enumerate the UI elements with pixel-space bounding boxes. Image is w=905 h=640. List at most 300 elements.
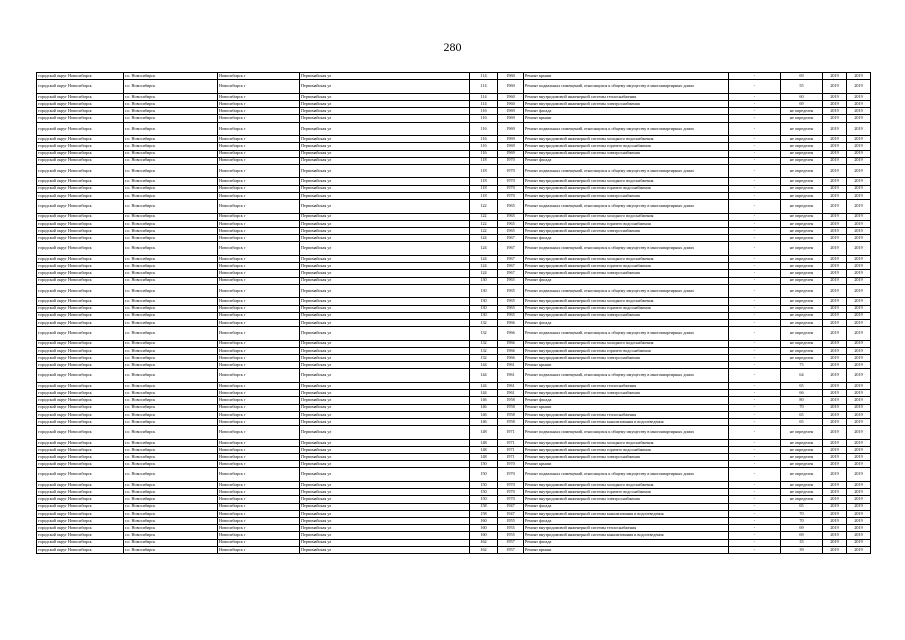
table-row [37, 150, 871, 157]
city-cell: Новосибирск г [218, 185, 300, 192]
street-cell: Первомайская ул [300, 461, 470, 468]
municipality-cell: городской округ Новосибирск [37, 200, 124, 214]
dash-cell: - [729, 284, 781, 298]
build-year-cell: 1971 [498, 454, 524, 461]
build-year-cell: 1960 [498, 100, 524, 107]
work-type-cell: Ремонт крыши [524, 404, 729, 411]
street-cell: Первомайская ул [300, 482, 470, 489]
district-cell: г.о. Новосибирск [124, 108, 218, 115]
street-cell: Первомайская ул [300, 397, 470, 404]
municipality-cell: городской округ Новосибирск [37, 284, 124, 298]
work-type-cell: Ремонт внутридомовой инженерной системы электроснабжения [524, 100, 729, 107]
city-cell: Новосибирск г [218, 312, 300, 319]
cost-cell: не определен [781, 263, 823, 270]
city-cell: Новосибирск г [218, 532, 300, 539]
cost-cell: не определен [781, 108, 823, 115]
district-cell: г.о. Новосибирск [124, 411, 218, 418]
municipality-cell: городской округ Новосибирск [37, 277, 124, 284]
city-cell: Новосибирск г [218, 220, 300, 227]
cost-cell: не определен [781, 122, 823, 136]
build-year-cell: 1965 [498, 305, 524, 312]
dash-cell: - [729, 340, 781, 347]
cost-cell: не определен [781, 200, 823, 214]
build-year-cell: 1965 [498, 284, 524, 298]
plan-year-end-cell: 2019 [847, 150, 871, 157]
cost-cell: не определен [781, 468, 823, 482]
street-cell: Первомайская ул [300, 439, 470, 446]
street-cell: Первомайская ул [300, 503, 470, 510]
district-cell: г.о. Новосибирск [124, 185, 218, 192]
city-cell: Новосибирск г [218, 510, 300, 517]
cost-cell: не определен [781, 347, 823, 354]
plan-year-start-cell: 2019 [823, 157, 847, 164]
plan-year-start-cell: 2019 [823, 143, 847, 150]
house-number-cell: 160 [470, 518, 498, 525]
cost-cell: 64 [781, 369, 823, 383]
house-number-cell: 150 [470, 468, 498, 482]
build-year-cell: 1966 [498, 319, 524, 326]
plan-year-end-cell: 2019 [847, 284, 871, 298]
municipality-cell: городской округ Новосибирск [37, 418, 124, 425]
street-cell: Первомайская ул [300, 270, 470, 277]
district-cell: г.о. Новосибирск [124, 255, 218, 262]
repair-schedule-table-wrapper [36, 72, 870, 554]
municipality-cell: городской округ Новосибирск [37, 122, 124, 136]
street-cell: Первомайская ул [300, 80, 470, 94]
plan-year-start-cell: 2019 [823, 532, 847, 539]
street-cell: Первомайская ул [300, 525, 470, 532]
dash-cell: - [729, 277, 781, 284]
table-row [37, 482, 871, 489]
build-year-cell: 1965 [498, 213, 524, 220]
build-year-cell: 1965 [498, 220, 524, 227]
plan-year-start-cell: 2019 [823, 411, 847, 418]
cost-cell: не определен [781, 255, 823, 262]
district-cell: г.о. Новосибирск [124, 461, 218, 468]
dash-cell: - [729, 539, 781, 546]
house-number-cell: 116 [470, 136, 498, 143]
house-number-cell: 130 [470, 312, 498, 319]
plan-year-start-cell: 2019 [823, 93, 847, 100]
table-row [37, 390, 871, 397]
street-cell: Первомайская ул [300, 319, 470, 326]
table-row [37, 164, 871, 178]
district-cell: г.о. Новосибирск [124, 115, 218, 122]
house-number-cell: 132 [470, 327, 498, 341]
plan-year-start-cell: 2019 [823, 270, 847, 277]
build-year-cell: 1958 [498, 418, 524, 425]
table-row [37, 411, 871, 418]
street-cell: Первомайская ул [300, 136, 470, 143]
plan-year-end-cell: 2019 [847, 532, 871, 539]
street-cell: Первомайская ул [300, 277, 470, 284]
street-cell: Первомайская ул [300, 235, 470, 242]
dash-cell: - [729, 518, 781, 525]
build-year-cell: 1955 [498, 518, 524, 525]
table-row [37, 404, 871, 411]
plan-year-end-cell: 2019 [847, 305, 871, 312]
build-year-cell: 1970 [498, 482, 524, 489]
plan-year-end-cell: 2019 [847, 482, 871, 489]
district-cell: г.о. Новосибирск [124, 122, 218, 136]
street-cell: Первомайская ул [300, 546, 470, 553]
plan-year-end-cell: 2019 [847, 200, 871, 214]
house-number-cell: 130 [470, 298, 498, 305]
dash-cell: - [729, 235, 781, 242]
district-cell: г.о. Новосибирск [124, 220, 218, 227]
street-cell: Первомайская ул [300, 496, 470, 503]
table-row [37, 284, 871, 298]
municipality-cell: городской округ Новосибирск [37, 164, 124, 178]
district-cell: г.о. Новосибирск [124, 136, 218, 143]
city-cell: Новосибирск г [218, 235, 300, 242]
work-type-cell: Ремонт внутридомовой инженерной системы горячего водоснабжения [524, 185, 729, 192]
dash-cell: - [729, 503, 781, 510]
work-type-cell: Ремонт внутридомовой инженерной системы горячего водоснабжения [524, 305, 729, 312]
work-type-cell: Ремонт внутридомовой инженерной системы холодного водоснабжения [524, 482, 729, 489]
build-year-cell: 1970 [498, 192, 524, 199]
district-cell: г.о. Новосибирск [124, 150, 218, 157]
district-cell: г.о. Новосибирск [124, 397, 218, 404]
city-cell: Новосибирск г [218, 298, 300, 305]
dash-cell: - [729, 100, 781, 107]
plan-year-end-cell: 2019 [847, 164, 871, 178]
municipality-cell: городской округ Новосибирск [37, 143, 124, 150]
street-cell: Первомайская ул [300, 340, 470, 347]
city-cell: Новосибирск г [218, 539, 300, 546]
build-year-cell: 1969 [498, 143, 524, 150]
cost-cell: не определен [781, 461, 823, 468]
district-cell: г.о. Новосибирск [124, 270, 218, 277]
dash-cell: - [729, 270, 781, 277]
plan-year-end-cell: 2019 [847, 355, 871, 362]
house-number-cell: 118 [470, 192, 498, 199]
plan-year-start-cell: 2019 [823, 489, 847, 496]
cost-cell: 65 [781, 411, 823, 418]
work-type-cell: Ремонт внутридомовой инженерной системы электроснабжения [524, 150, 729, 157]
table-row [37, 532, 871, 539]
work-type-cell: Ремонт внутридомовой инженерной системы холодного водоснабжения [524, 213, 729, 220]
cost-cell: 69 [781, 532, 823, 539]
house-number-cell: 114 [470, 93, 498, 100]
house-number-cell: 114 [470, 80, 498, 94]
plan-year-start-cell: 2019 [823, 228, 847, 235]
dash-cell: - [729, 411, 781, 418]
municipality-cell: городской округ Новосибирск [37, 319, 124, 326]
house-number-cell: 122 [470, 200, 498, 214]
municipality-cell: городской округ Новосибирск [37, 327, 124, 341]
cost-cell: не определен [781, 482, 823, 489]
house-number-cell: 162 [470, 539, 498, 546]
district-cell: г.о. Новосибирск [124, 468, 218, 482]
district-cell: г.о. Новосибирск [124, 532, 218, 539]
table-row [37, 369, 871, 383]
house-number-cell: 118 [470, 185, 498, 192]
municipality-cell: городской округ Новосибирск [37, 108, 124, 115]
district-cell: г.о. Новосибирск [124, 369, 218, 383]
dash-cell: - [729, 298, 781, 305]
dash-cell: - [729, 192, 781, 199]
municipality-cell: городской округ Новосибирск [37, 80, 124, 94]
district-cell: г.о. Новосибирск [124, 73, 218, 80]
plan-year-end-cell: 2019 [847, 192, 871, 199]
work-type-cell: Ремонт внутридомовой инженерной системы холодного водоснабжения [524, 255, 729, 262]
dash-cell: - [729, 213, 781, 220]
district-cell: г.о. Новосибирск [124, 327, 218, 341]
table-row [37, 383, 871, 390]
municipality-cell: городской округ Новосибирск [37, 503, 124, 510]
district-cell: г.о. Новосибирск [124, 93, 218, 100]
plan-year-start-cell: 2019 [823, 369, 847, 383]
build-year-cell: 1955 [498, 525, 524, 532]
dash-cell: - [729, 115, 781, 122]
build-year-cell: 1970 [498, 178, 524, 185]
cost-cell: 70 [781, 510, 823, 517]
build-year-cell: 1957 [498, 539, 524, 546]
street-cell: Первомайская ул [300, 539, 470, 546]
build-year-cell: 1970 [498, 164, 524, 178]
table-row [37, 192, 871, 199]
municipality-cell: городской округ Новосибирск [37, 347, 124, 354]
district-cell: г.о. Новосибирск [124, 539, 218, 546]
plan-year-end-cell: 2019 [847, 143, 871, 150]
city-cell: Новосибирск г [218, 418, 300, 425]
house-number-cell: 116 [470, 150, 498, 157]
city-cell: Новосибирск г [218, 192, 300, 199]
table-row [37, 503, 871, 510]
plan-year-start-cell: 2019 [823, 383, 847, 390]
work-type-cell: Ремонт фасада [524, 277, 729, 284]
city-cell: Новосибирск г [218, 157, 300, 164]
build-year-cell: 1970 [498, 468, 524, 482]
work-type-cell: Ремонт подвальных помещений, относящихся к общему имуществу в многоквартирных домах [524, 242, 729, 256]
build-year-cell: 1970 [498, 157, 524, 164]
cost-cell: не определен [781, 228, 823, 235]
house-number-cell: 118 [470, 178, 498, 185]
table-row [37, 220, 871, 227]
work-type-cell: Ремонт подвальных помещений, относящихся к общему имуществу в многоквартирных домах [524, 369, 729, 383]
plan-year-end-cell: 2019 [847, 263, 871, 270]
build-year-cell: 1970 [498, 461, 524, 468]
plan-year-start-cell: 2019 [823, 192, 847, 199]
city-cell: Новосибирск г [218, 122, 300, 136]
plan-year-end-cell: 2019 [847, 418, 871, 425]
municipality-cell: городской округ Новосибирск [37, 100, 124, 107]
house-number-cell: 124 [470, 263, 498, 270]
plan-year-end-cell: 2019 [847, 546, 871, 553]
house-number-cell: 118 [470, 157, 498, 164]
house-number-cell: 114 [470, 73, 498, 80]
city-cell: Новосибирск г [218, 80, 300, 94]
plan-year-start-cell: 2019 [823, 80, 847, 94]
build-year-cell: 1947 [498, 503, 524, 510]
city-cell: Новосибирск г [218, 277, 300, 284]
table-row [37, 100, 871, 107]
city-cell: Новосибирск г [218, 404, 300, 411]
cost-cell: не определен [781, 157, 823, 164]
build-year-cell: 1965 [498, 298, 524, 305]
municipality-cell: городской округ Новосибирск [37, 404, 124, 411]
street-cell: Первомайская ул [300, 518, 470, 525]
cost-cell: 75 [781, 362, 823, 369]
house-number-cell: 124 [470, 270, 498, 277]
street-cell: Первомайская ул [300, 383, 470, 390]
dash-cell: - [729, 489, 781, 496]
work-type-cell: Ремонт крыши [524, 362, 729, 369]
table-row [37, 362, 871, 369]
plan-year-end-cell: 2019 [847, 468, 871, 482]
table-row [37, 355, 871, 362]
table-row [37, 122, 871, 136]
house-number-cell: 148 [470, 454, 498, 461]
build-year-cell: 1947 [498, 510, 524, 517]
city-cell: Новосибирск г [218, 454, 300, 461]
district-cell: г.о. Новосибирск [124, 277, 218, 284]
house-number-cell: 158 [470, 510, 498, 517]
city-cell: Новосибирск г [218, 100, 300, 107]
table-row [37, 426, 871, 440]
district-cell: г.о. Новосибирск [124, 312, 218, 319]
table-row [37, 546, 871, 553]
work-type-cell: Ремонт внутридомовой инженерной системы теплоснабжения [524, 411, 729, 418]
table-row [37, 178, 871, 185]
dash-cell: - [729, 319, 781, 326]
municipality-cell: городской округ Новосибирск [37, 263, 124, 270]
work-type-cell: Ремонт фасада [524, 319, 729, 326]
city-cell: Новосибирск г [218, 319, 300, 326]
district-cell: г.о. Новосибирск [124, 446, 218, 453]
dash-cell: - [729, 80, 781, 94]
cost-cell: 66 [781, 390, 823, 397]
table-row [37, 397, 871, 404]
cost-cell: не определен [781, 284, 823, 298]
house-number-cell: 144 [470, 383, 498, 390]
build-year-cell: 1965 [498, 312, 524, 319]
house-number-cell: 118 [470, 164, 498, 178]
city-cell: Новосибирск г [218, 546, 300, 553]
house-number-cell: 116 [470, 143, 498, 150]
street-cell: Первомайская ул [300, 122, 470, 136]
municipality-cell: городской округ Новосибирск [37, 312, 124, 319]
municipality-cell: городской округ Новосибирск [37, 235, 124, 242]
cost-cell: 69 [781, 100, 823, 107]
municipality-cell: городской округ Новосибирск [37, 340, 124, 347]
work-type-cell: Ремонт внутридомовой инженерной системы холодного водоснабжения [524, 178, 729, 185]
city-cell: Новосибирск г [218, 115, 300, 122]
municipality-cell: городской округ Новосибирск [37, 539, 124, 546]
cost-cell: не определен [781, 489, 823, 496]
street-cell: Первомайская ул [300, 164, 470, 178]
plan-year-end-cell: 2019 [847, 411, 871, 418]
city-cell: Новосибирск г [218, 73, 300, 80]
house-number-cell: 132 [470, 340, 498, 347]
plan-year-start-cell: 2019 [823, 404, 847, 411]
district-cell: г.о. Новосибирск [124, 347, 218, 354]
plan-year-start-cell: 2019 [823, 178, 847, 185]
repair-schedule-table [36, 72, 871, 554]
city-cell: Новосибирск г [218, 525, 300, 532]
dash-cell: - [729, 482, 781, 489]
city-cell: Новосибирск г [218, 340, 300, 347]
dash-cell: - [729, 263, 781, 270]
house-number-cell: 160 [470, 525, 498, 532]
house-number-cell: 146 [470, 404, 498, 411]
plan-year-start-cell: 2019 [823, 200, 847, 214]
cost-cell: не определен [781, 446, 823, 453]
work-type-cell: Ремонт внутридомовой инженерной системы горячего водоснабжения [524, 347, 729, 354]
plan-year-start-cell: 2019 [823, 496, 847, 503]
dash-cell: - [729, 418, 781, 425]
street-cell: Первомайская ул [300, 418, 470, 425]
plan-year-start-cell: 2019 [823, 298, 847, 305]
district-cell: г.о. Новосибирск [124, 355, 218, 362]
table-row [37, 200, 871, 214]
street-cell: Первомайская ул [300, 93, 470, 100]
city-cell: Новосибирск г [218, 213, 300, 220]
cost-cell: 39 [781, 546, 823, 553]
dash-cell: - [729, 454, 781, 461]
city-cell: Новосибирск г [218, 482, 300, 489]
table-row [37, 319, 871, 326]
dash-cell: - [729, 108, 781, 115]
plan-year-end-cell: 2019 [847, 108, 871, 115]
plan-year-start-cell: 2019 [823, 319, 847, 326]
district-cell: г.о. Новосибирск [124, 298, 218, 305]
house-number-cell: 124 [470, 242, 498, 256]
plan-year-end-cell: 2019 [847, 255, 871, 262]
plan-year-start-cell: 2019 [823, 510, 847, 517]
street-cell: Первомайская ул [300, 404, 470, 411]
city-cell: Новосибирск г [218, 369, 300, 383]
house-number-cell: 122 [470, 213, 498, 220]
plan-year-start-cell: 2019 [823, 518, 847, 525]
plan-year-start-cell: 2019 [823, 454, 847, 461]
city-cell: Новосибирск г [218, 461, 300, 468]
plan-year-start-cell: 2019 [823, 122, 847, 136]
street-cell: Первомайская ул [300, 73, 470, 80]
table-body [37, 73, 871, 554]
plan-year-start-cell: 2019 [823, 136, 847, 143]
build-year-cell: 1966 [498, 327, 524, 341]
build-year-cell: 1960 [498, 73, 524, 80]
street-cell: Первомайская ул [300, 284, 470, 298]
work-type-cell: Ремонт внутридомовой инженерной системы горячего водоснабжения [524, 263, 729, 270]
municipality-cell: городской округ Новосибирск [37, 255, 124, 262]
dash-cell: - [729, 362, 781, 369]
table-row [37, 228, 871, 235]
cost-cell: 65 [781, 503, 823, 510]
street-cell: Первомайская ул [300, 454, 470, 461]
table-row [37, 439, 871, 446]
cost-cell: 35 [781, 539, 823, 546]
plan-year-start-cell: 2019 [823, 439, 847, 446]
district-cell: г.о. Новосибирск [124, 546, 218, 553]
house-number-cell: 148 [470, 446, 498, 453]
district-cell: г.о. Новосибирск [124, 200, 218, 214]
municipality-cell: городской округ Новосибирск [37, 355, 124, 362]
dash-cell: - [729, 143, 781, 150]
cost-cell: не определен [781, 298, 823, 305]
build-year-cell: 1965 [498, 200, 524, 214]
house-number-cell: 150 [470, 461, 498, 468]
work-type-cell: Ремонт фасада [524, 503, 729, 510]
build-year-cell: 1971 [498, 426, 524, 440]
municipality-cell: городской округ Новосибирск [37, 439, 124, 446]
work-type-cell: Ремонт подвальных помещений, относящихся к общему имуществу в многоквартирных домах [524, 80, 729, 94]
table-row [37, 312, 871, 319]
district-cell: г.о. Новосибирск [124, 439, 218, 446]
city-cell: Новосибирск г [218, 178, 300, 185]
